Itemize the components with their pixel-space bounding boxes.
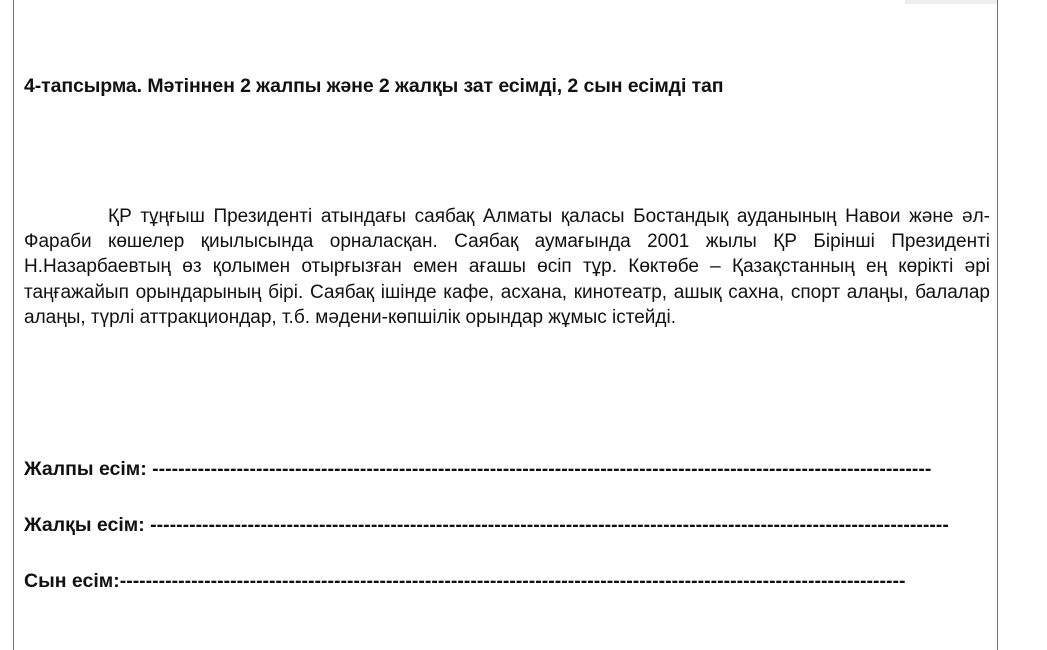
task-heading: 4-тапсырма. Мәтіннен 2 жалпы және 2 жалқы зат есімді, 2 сын есімді тап [24, 75, 724, 97]
answer-line-proper-noun: Жалқы есім: --------------------------------------------------------------------------------------------------------------------------- [24, 514, 949, 536]
scan-edge-mark [905, 0, 997, 4]
answer-line-common-noun: Жалпы есім: ------------------------------------------------------------------------------------------------------------------------ [24, 458, 932, 480]
reading-passage: ҚР тұңғыш Президенті атындағы саябақ Алматы қаласы Бостандық ауданының Навои және әл-Фараби көшелер қиылысында орналасқан. Саябақ аумағында 2001 жылы ҚР Бірінші Президенті Н.Назарбаевтың өз қолымен отырғызған емен ағашы өсіп тұр. Көктөбе – Қазақстанның ең көрікті әрі таңғажайып орындарының бірі. Саябақ ішінде кафе, асхана, кинотеатр, ашық сахна, спорт алаңы, балалар алаңы, түрлі аттракциондар, т.б. мәдени-көпшілік орындар жұмыс істейді. [24, 206, 990, 328]
answer-line-adjective: Сын есім:------------------------------------------------------------------------------------------------------------------------- [24, 570, 906, 592]
document-page [13, 0, 998, 650]
